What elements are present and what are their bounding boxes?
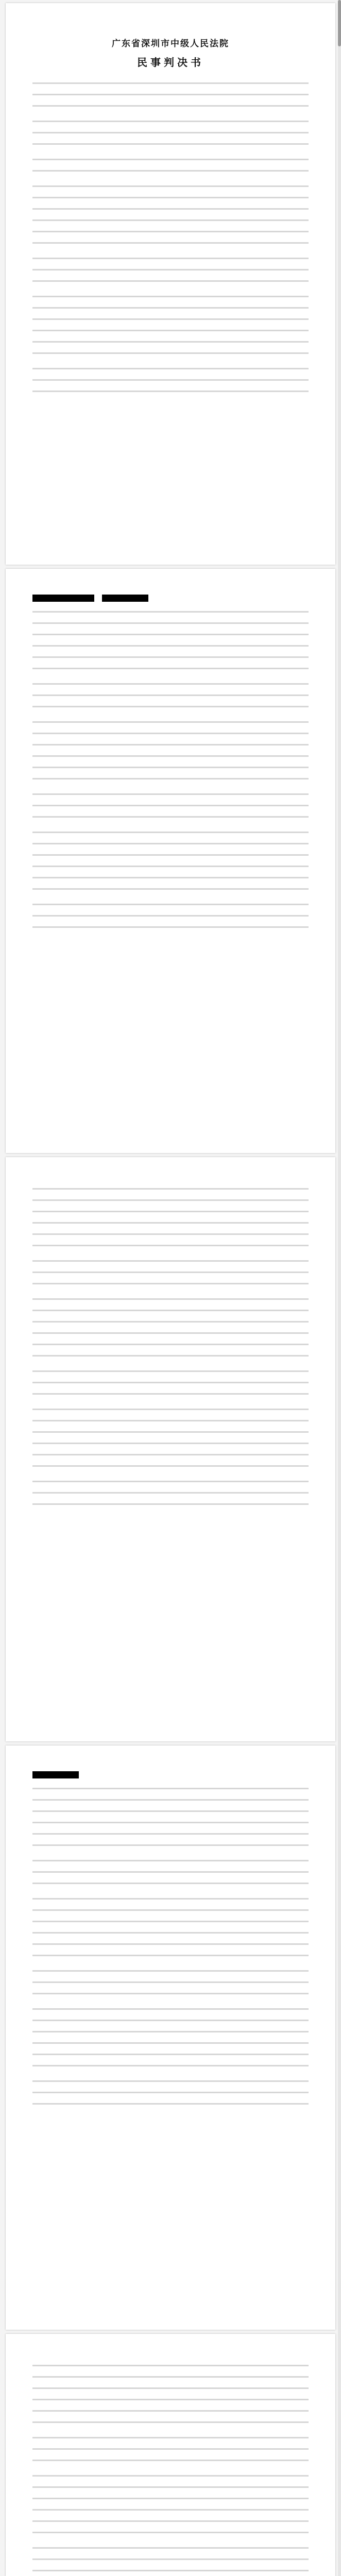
document-page-5 [6,2334,335,2576]
paragraph [32,1364,309,1398]
redaction-row [32,1769,309,1777]
paragraph [32,1782,309,1850]
paragraph [32,1182,309,1250]
redaction-row [32,592,309,601]
paragraph [32,1854,309,1888]
paragraph [32,152,309,175]
redaction-bar [32,1771,79,1778]
paragraph [32,76,309,110]
paragraph [32,290,309,358]
paragraph [32,2541,309,2575]
document-page-4 [6,1745,335,2330]
vertical-scrollbar[interactable] [338,0,341,2576]
paragraph [32,2074,309,2108]
paragraph [32,825,309,893]
redaction-bar [32,595,94,602]
scrollbar-thumb[interactable] [338,0,341,46]
paragraph [32,362,309,396]
paragraph [32,2469,309,2537]
paragraph [32,2002,309,2070]
paragraph [32,2431,309,2465]
document-page-2 [6,569,335,1153]
document-type-title: 民事判决书 [137,56,204,69]
paragraph [32,897,309,931]
court-name: 广东省深圳市中级人民法院 [112,39,229,49]
paragraph [32,1475,309,1509]
redaction-bar [102,595,148,602]
paragraph [32,114,309,148]
paragraph [32,2359,309,2427]
paragraph [32,787,309,821]
paragraph [32,1254,309,1288]
paragraph [32,715,309,783]
paragraph [32,605,309,673]
paragraph [32,1964,309,1998]
paragraph [32,1402,309,1470]
document-page-1 [6,3,335,565]
paragraph [32,1892,309,1960]
paragraph [32,179,309,247]
document-page-3 [6,1157,335,1741]
paragraph [32,677,309,711]
paragraph [32,251,309,285]
paragraph [32,1292,309,1360]
